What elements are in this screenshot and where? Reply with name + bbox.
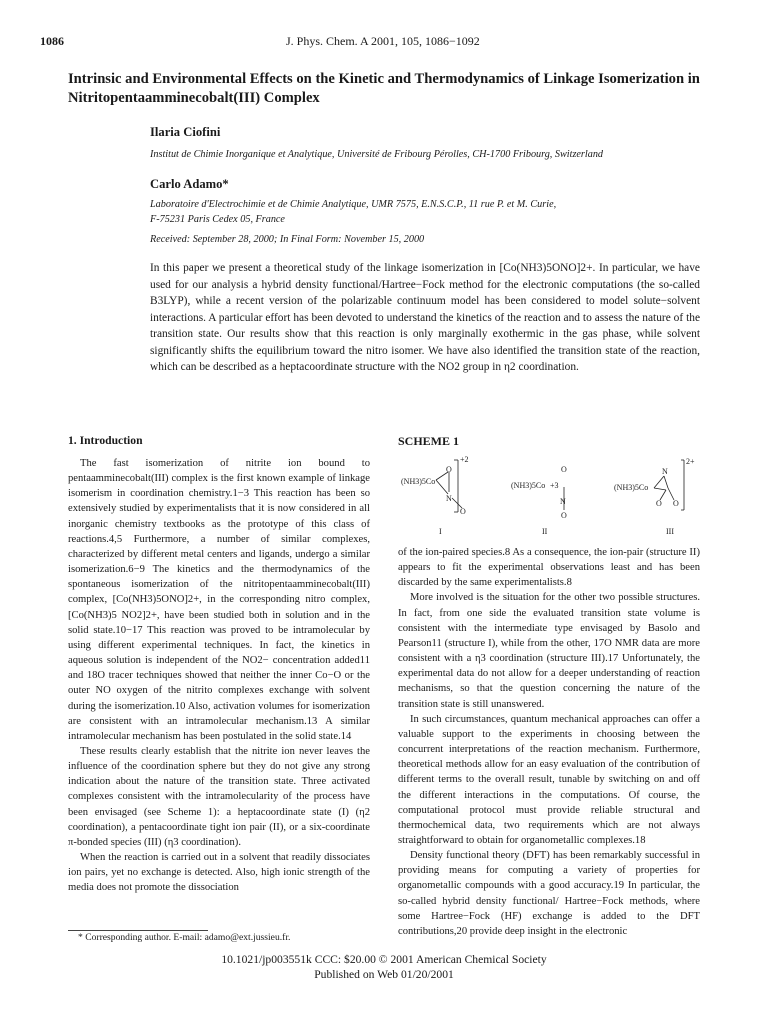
footer-doi-copyright: 10.1021/jp003551k CCC: $20.00 © 2001 American Chemical Society bbox=[221, 953, 547, 966]
scheme-atom: N bbox=[446, 494, 452, 503]
author-affiliation-1: Institut de Chimie Inorganique et Analytique, Université de Fribourg Pérolles, CH-1700 Fribourg, Switzerland bbox=[150, 149, 604, 160]
scheme-1-diagram bbox=[396, 450, 706, 540]
scheme-charge-i: +2 bbox=[460, 455, 469, 464]
scheme-charge-ii: +3 bbox=[550, 481, 559, 490]
paragraph: More involved is the situation for the other two possible structures. In fact, from one side the evaluated transition state volume is consistent with the intermediate type envisaged by Basolo and Pearson11 (structure I), while from the other, 17O NMR data are more consistent with a η3 coordination (structure III).17 Unfortunately, the experimental data do not allow for a deeper understanding of reaction mechanisms, so that the question concerning the nature of the transition state is still unanswered. bbox=[398, 592, 700, 710]
scheme-ligand-iii: (NH3)5Co bbox=[614, 483, 649, 492]
scheme-heading: SCHEME 1 bbox=[398, 434, 460, 448]
abstract: In this paper we present a theoretical study of the linkage isomerization in [Co(NH3)5ONO]2+. In particular, we have used for our analysis a hybrid density functional/Hartree−Fock method for the electronic computations (the so-called B3LYP), while a recent version of the polarizable continuum model has been considered to model solute−solvent interactions. A particular effort has been devoted to understand the kinetics of the reaction and to assess the nature of the transition state. Our results show that this reaction is only marginally exothermic in the gas phase, while solvent significantly shifts the equilibrium toward the nitro isomer. We have also identified the transition state of the reaction, which can be described as a heptacoordinate structure with the NO2 group in η2 coordination. bbox=[150, 262, 700, 373]
right-column bbox=[398, 545, 700, 939]
author-affiliation-2b: F-75231 Paris Cedex 05, France bbox=[150, 214, 285, 225]
scheme-label-i: I bbox=[439, 527, 442, 536]
paragraph: of the ion-paired species.8 As a consequence, the ion-pair (structure II) appears to fit the experimental observations least and has been discarded by the same experimentalists.8 bbox=[398, 547, 700, 589]
paper-title: Intrinsic and Environmental Effects on the Kinetic and Thermodynamics of Linkage Isomerization in Nitritopentaamminecobalt(III) Complex bbox=[68, 71, 700, 106]
received-dates: Received: September 28, 2000; In Final Form: November 15, 2000 bbox=[150, 234, 425, 245]
scheme-atom: O bbox=[561, 465, 567, 474]
scheme-ligand-i: (NH3)5Co bbox=[401, 477, 436, 486]
scheme-label-ii: II bbox=[542, 527, 548, 536]
scheme-ligand-ii: (NH3)5Co bbox=[511, 481, 546, 490]
paragraph: In such circumstances, quantum mechanical approaches can offer a valuable support to the experiments in choosing between the concurrent interpretations of the reaction mechanism. Furthermore, theoretical methods allow for an easy evaluation of the contribution of different terms to the overall result, tunable by switching on and off the different interactions in the computations. Of course, the computational protocol must provide reliable structural and thermochemical data, two requirements which are not always straightforward to obtain for organometallic complexes.18 bbox=[398, 713, 700, 846]
scheme-atom: O bbox=[446, 465, 452, 474]
footnote-corresponding-author: * Corresponding author. E-mail: adamo@ext.jussieu.fr. bbox=[78, 932, 291, 943]
scheme-atom: O bbox=[656, 499, 662, 508]
section-heading-introduction: 1. Introduction bbox=[68, 434, 143, 447]
scheme-atom: N bbox=[560, 497, 566, 506]
left-column bbox=[68, 456, 370, 896]
page-number: 1086 bbox=[40, 34, 64, 48]
paragraph: When the reaction is carried out in a solvent that readily dissociates ion pairs, yet no exchange is detected. Also, high ionic strength of the media does not promote the dissociation bbox=[68, 852, 370, 894]
journal-citation: J. Phys. Chem. A 2001, 105, 1086−1092 bbox=[286, 34, 480, 48]
scheme-atom: O bbox=[460, 507, 466, 516]
scheme-atom: O bbox=[561, 511, 567, 520]
scheme-atom: O bbox=[673, 499, 679, 508]
author-affiliation-2a: Laboratoire d'Electrochimie et de Chimie Analytique, UMR 7575, E.N.S.C.P., 11 rue P. et M. Curie, bbox=[150, 199, 557, 210]
author-name-2: Carlo Adamo* bbox=[150, 177, 229, 191]
footnote-rule bbox=[68, 930, 208, 931]
paragraph: Density functional theory (DFT) has been remarkably successful in providing means for computing a variety of properties for organometallic compounds with a good accuracy.19 In particular, the so-called hybrid density functional/ Hartree−Fock methods, where some Hartree−Fock (HF) exchange is added to the DFT contributions,20 provide deep insight in the electronic bbox=[398, 850, 700, 937]
paragraph: The fast isomerization of nitrite ion bound to pentaamminecobalt(III) complex is the first known example of linkage isomerism in coordination chemistry.1−3 This reaction has been so extensively studied by experimentalists that it is now considered in all inorganic chemistry textbooks as the prototype of this class of reactions.4,5 Furthermore, a number of similar complexes, characterized by different metal centers and ligands, undergo a similar isomerization.6−9 The kinetics and the thermodynamics of the spontaneous isomerization of the nitritopentaamminecobalt(III) complex, [Co(NH3)5ONO]2+, in the corresponding nitro complex, [Co(NH3)5 NO2]2+, have been studied both in solution and in the solid state.10−17 This reaction was proved to be intramolecular by using different experimental techniques. In fact, the kinetics in aqueous solution is independent of the NO2− concentration added11 and 18O tracer techniques showed that neither the inner Co−O or the outer NO oxygen of the nitrito complexes exchange with solvent during the isomerization.10 Also, activation volumes for isomerization are consistent with an intramolecular mechanism.13 A similar intramolecular mechanism has been postulated in the solid state.14 bbox=[68, 458, 370, 742]
author-name-1: Ilaria Ciofini bbox=[150, 125, 221, 139]
footer-published-date: Published on Web 01/20/2001 bbox=[314, 968, 454, 981]
scheme-charge-iii: 2+ bbox=[686, 457, 695, 466]
paragraph: These results clearly establish that the nitrite ion never leaves the influence of the coordination sphere but they do not give any strong indication about the nature of the transition state. Three activated complexes consistent with the intramolecularity of the process have been envisaged (see Scheme 1): a heptacoordinate state (I) (η2 coordination), a pentacoordinate tight ion pair (II), or a six-coordinate π-bonded species (III) (η3 coordination). bbox=[68, 745, 370, 848]
scheme-label-iii: III bbox=[666, 527, 674, 536]
scheme-atom: N bbox=[662, 467, 668, 476]
